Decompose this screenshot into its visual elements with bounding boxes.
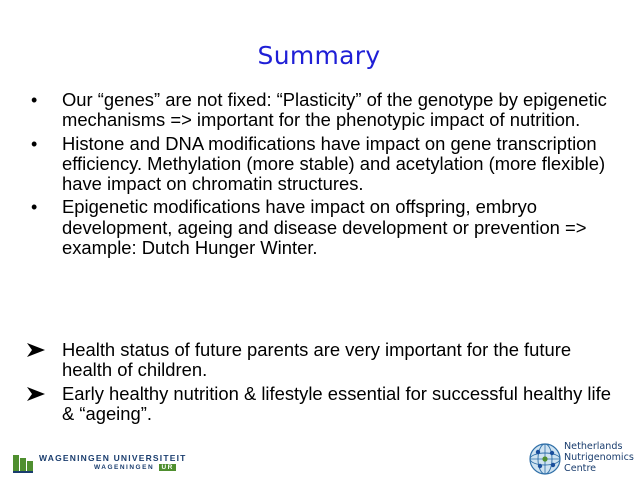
arrow-item <box>24 384 624 425</box>
arrow-list <box>24 340 624 427</box>
nnc-globe-icon <box>528 442 562 476</box>
arrow-item-text: Early healthy nutrition & lifestyle essential for successful healthy life & “ageing”. <box>62 382 611 424</box>
arrow-item <box>24 340 624 381</box>
arrow-bullet-icon <box>26 342 46 358</box>
bullet-text: Histone and DNA modifications have impact on gene transcription efficiency. Methylation (more stable) and acetylation (more flexible) have impact on chromatin structures. <box>62 132 606 195</box>
bullet-text: Our “genes” are not fixed: “Plasticity” of the genotype by epigenetic mechanisms => important for the phenotypic impact of nutrition. <box>62 89 607 131</box>
bullet-dot: • <box>31 197 38 218</box>
bullet-item <box>24 134 624 195</box>
bullet-item <box>24 197 624 258</box>
bullet-dot: • <box>31 133 38 154</box>
bullet-text: Epigenetic modifications have impact on offspring, embryo development, ageing and disease development or prevention => example: Dutch Hunger Winter. <box>62 196 587 259</box>
wur-subname <box>94 464 176 471</box>
nutrigenomics-logo <box>528 440 634 476</box>
wur-subname-text: WAGENINGEN <box>94 464 155 471</box>
nnc-name <box>564 441 634 474</box>
nnc-line-2: Nutrigenomics <box>564 452 634 463</box>
nnc-line-1: Netherlands <box>564 441 623 452</box>
bullet-list <box>24 90 624 261</box>
slide-title: Summary <box>257 41 381 70</box>
arrow-item-text: Health status of future parents are very important for the future health of children. <box>62 339 572 381</box>
wur-logo-icon <box>12 452 36 474</box>
wur-name: WAGENINGEN UNIVERSITEIT <box>39 453 187 463</box>
arrow-bullet-icon <box>26 386 46 402</box>
wur-ur-badge: UR <box>161 464 174 471</box>
bullet-item <box>24 90 624 131</box>
bullet-dot: • <box>31 90 38 110</box>
nnc-line-3: Centre <box>564 463 597 474</box>
wageningen-logo <box>12 452 194 474</box>
